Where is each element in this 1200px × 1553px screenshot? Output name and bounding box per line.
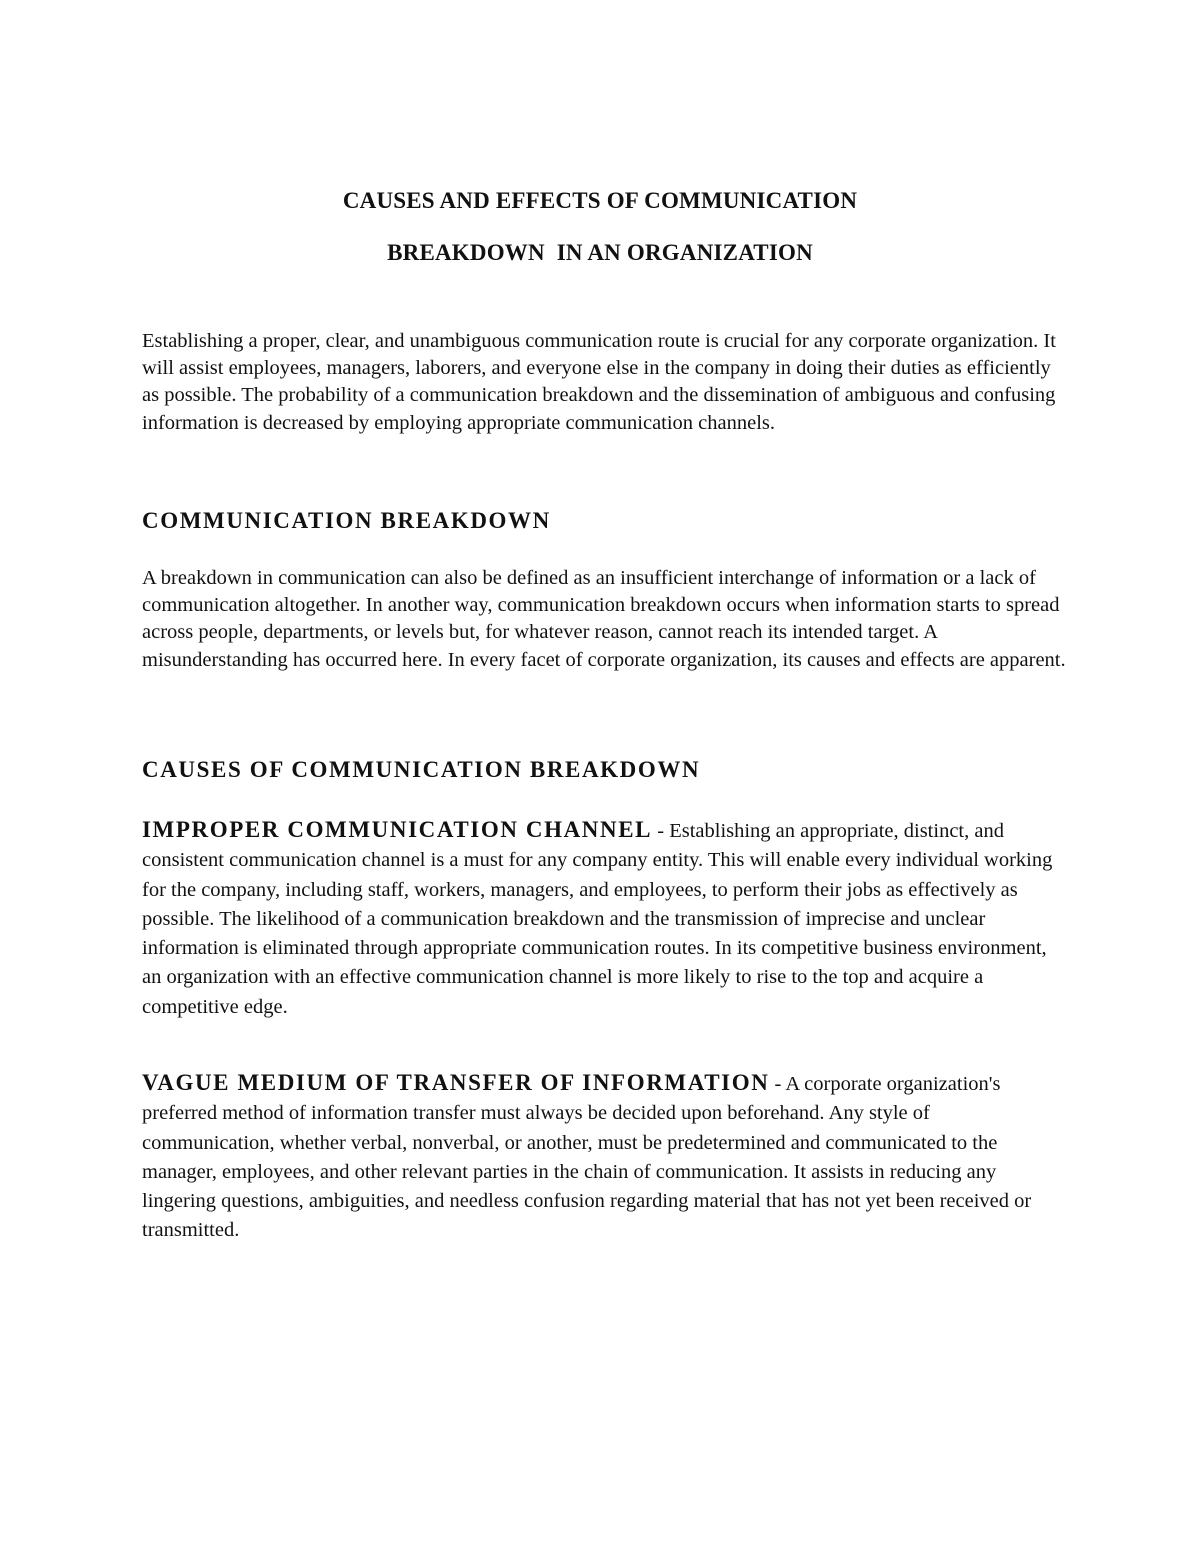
cause-term: VAGUE MEDIUM OF TRANSFER OF INFORMATION	[142, 1070, 770, 1095]
intro-paragraph: Establishing a proper, clear, and unambiguous communication route is crucial for any corporate organization. It will assist employees, managers, laborers, and everyone else in the company in doing their duties as efficiently as possible. The probability of a communication breakdown and the dissemination of ambiguous and confusing information is decreased by employing appropriate communication channels.	[142, 330, 1056, 434]
cause-separator: -	[652, 820, 670, 842]
cause-separator: -	[769, 1073, 786, 1095]
causes-heading: CAUSES OF COMMUNICATION BREAKDOWN	[142, 757, 701, 782]
cause-vague-medium	[142, 1068, 1067, 1246]
cause-text: A corporate organization's preferred method of information transfer must always be decided upon beforehand. Any style of communication, whether verbal, nonverbal, or another, must be predetermined and communicated to the manager, employees, and other relevant parties in the chain of communication. It assists in reducing any lingering questions, ambiguities, and needless confusion regarding material that has not yet been received or transmitted.	[142, 1073, 1032, 1242]
communication-breakdown-paragraph: A breakdown in communication can also be defined as an insufficient interchange of information or a lack of communication altogether. In another way, communication breakdown occurs when information starts to spread across people, departments, or levels but, for whatever reason, cannot reach its intended target. A misunderstanding has occurred here. In every facet of corporate organization, its causes and effects are apparent.	[142, 567, 1066, 671]
document-title-line-1: CAUSES AND EFFECTS OF COMMUNICATION	[342, 188, 858, 213]
cause-improper-channel	[142, 815, 1067, 1022]
document-title-line-2: BREAKDOWN IN AN ORGANIZATION	[387, 240, 813, 265]
communication-breakdown-heading: COMMUNICATION BREAKDOWN	[142, 508, 551, 533]
cause-term: IMPROPER COMMUNICATION CHANNEL	[142, 817, 653, 842]
cause-text: Establishing an appropriate, distinct, and consistent communication channel is a must for any company entity. This will enable every individual working for the company, including staff, workers, managers, and employees, to perform their jobs as effectively as possible. The likelihood of a communication breakdown and the transmission of imprecise and unclear information is eliminated through appropriate communication routes. In its competitive business environment, an organization with an effective communication channel is more likely to rise to the top and acquire a competitive edge.	[142, 820, 1053, 1018]
